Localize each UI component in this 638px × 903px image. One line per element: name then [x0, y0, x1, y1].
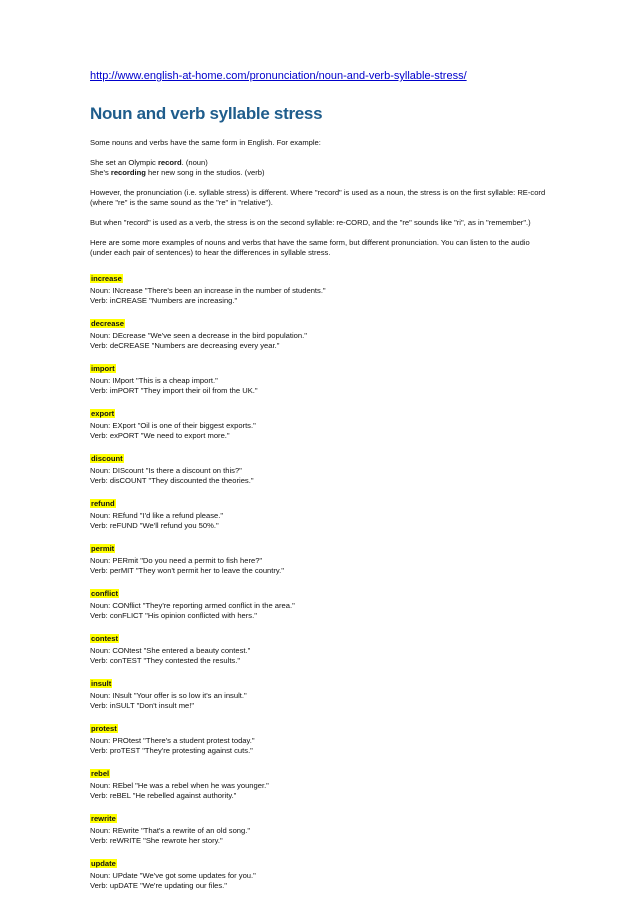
- intro-paragraph: Some nouns and verbs have the same form in English. For example:: [90, 138, 321, 147]
- list-item: [90, 718, 550, 756]
- entry-noun-example: Noun: REwrite "That's a rewrite of an old song.": [90, 826, 251, 835]
- entry-word-highlight: decrease: [91, 319, 124, 328]
- entry-noun-example: Noun: INcrease "There's been an increase in the number of students.": [90, 286, 326, 295]
- page-title: Noun and verb syllable stress: [90, 104, 323, 123]
- entry-verb-example: Verb: inSULT "Don't insult me!": [90, 701, 195, 710]
- list-item: [90, 763, 550, 801]
- entry-word-highlight: refund: [91, 499, 115, 508]
- source-url-link[interactable]: http://www.english-at-home.com/pronunciation/noun-and-verb-syllable-stress/: [90, 70, 467, 82]
- entry-noun-example: Noun: IMport "This is a cheap import.": [90, 376, 218, 385]
- entry-verb-example: Verb: conFLICT "His opinion conflicted with hers.": [90, 611, 257, 620]
- example-noun-pre: She set an Olympic: [90, 158, 158, 167]
- example-verb-word: recording: [110, 168, 146, 177]
- entry-verb-example: Verb: imPORT "They import their oil from the UK.": [90, 386, 258, 395]
- entry-verb-example: Verb: reFUND "We'll refund you 50%.": [90, 521, 219, 530]
- list-item: [90, 448, 550, 486]
- example-noun-word: record: [157, 158, 182, 167]
- entry-word-highlight: rebel: [91, 769, 110, 778]
- entry-noun-example: Noun: EXport "Oil is one of their biggest exports.": [90, 421, 256, 430]
- entry-noun-example: Noun: REfund "I'd like a refund please.": [90, 511, 224, 520]
- entry-noun-example: Noun: DIScount "Is there a discount on this?": [90, 466, 242, 475]
- example-sentences: [90, 158, 550, 178]
- list-item: [90, 673, 550, 711]
- example-noun-post: . (noun): [181, 158, 208, 167]
- entry-verb-example: Verb: upDATE "We're updating our files.": [90, 881, 227, 890]
- entry-noun-example: Noun: UPdate "We've got some updates for you.": [90, 871, 256, 880]
- entry-noun-example: Noun: CONflict "They're reporting armed conflict in the area.": [90, 601, 295, 610]
- entry-verb-example: Verb: perMIT "They won't permit her to leave the country.": [90, 566, 284, 575]
- entry-word-highlight: conflict: [91, 589, 119, 598]
- list-item: [90, 403, 550, 441]
- list-item: [90, 628, 550, 666]
- document-content: [90, 70, 550, 898]
- entry-word-highlight: permit: [91, 544, 115, 553]
- entry-word-highlight: export: [91, 409, 115, 418]
- list-item: [90, 808, 550, 846]
- list-item: [90, 268, 550, 306]
- example-verb-post: her new song in the studios. (verb): [145, 168, 265, 177]
- list-item: [90, 538, 550, 576]
- entry-noun-example: Noun: CONtest "She entered a beauty contest.": [90, 646, 251, 655]
- entry-noun-example: Noun: INsult "Your offer is so low it's an insult.": [90, 691, 247, 700]
- entry-verb-example: Verb: proTEST "They're protesting against cuts.": [90, 746, 253, 755]
- entry-verb-example: Verb: reWRITE "She rewrote her story.": [90, 836, 223, 845]
- entry-verb-example: Verb: conTEST "They contested the results.": [90, 656, 241, 665]
- entry-noun-example: Noun: PERmit "Do you need a permit to fish here?": [90, 556, 263, 565]
- entry-word-highlight: insult: [91, 679, 112, 688]
- word-entries-list: [90, 268, 550, 891]
- entry-word-highlight: increase: [91, 274, 122, 283]
- example-verb-pre: She's: [90, 168, 111, 177]
- list-item: [90, 493, 550, 531]
- verb-stress-paragraph: But when "record" is used as a verb, the stress is on the second syllable: re-CORD, and the "re" sounds like "ri", as in "remember".): [90, 218, 531, 227]
- entry-verb-example: Verb: reBEL "He rebelled against authority.": [90, 791, 237, 800]
- noun-stress-paragraph: However, the pronunciation (i.e. syllable stress) is different. Where "record" is used as a noun, the stress is on the first syllable: RE-cord (where "re" is the same sound as the "re" in "relative").: [90, 188, 546, 207]
- list-item: [90, 358, 550, 396]
- entry-word-highlight: protest: [91, 724, 117, 733]
- examples-intro-paragraph: Here are some more examples of nouns and verbs that have the same form, but different pronunciation. You can listen to the audio (under each pair of sentences) to hear the differences in syllable stress.: [90, 238, 530, 257]
- list-item: [90, 853, 550, 891]
- entry-verb-example: Verb: disCOUNT "They discounted the theories.": [90, 476, 254, 485]
- entry-word-highlight: contest: [91, 634, 119, 643]
- entry-noun-example: Noun: PROtest "There's a student protest today.": [90, 736, 255, 745]
- entry-verb-example: Verb: inCREASE "Numbers are increasing.": [90, 296, 238, 305]
- entry-word-highlight: rewrite: [91, 814, 116, 823]
- entry-verb-example: Verb: deCREASE "Numbers are decreasing every year.": [90, 341, 280, 350]
- entry-word-highlight: update: [91, 859, 116, 868]
- entry-noun-example: Noun: REbel "He was a rebel when he was younger.": [90, 781, 269, 790]
- entry-word-highlight: import: [91, 364, 115, 373]
- entry-noun-example: Noun: DEcrease "We've seen a decrease in the bird population.": [90, 331, 307, 340]
- list-item: [90, 313, 550, 351]
- entry-verb-example: Verb: exPORT "We need to export more.": [90, 431, 230, 440]
- entry-word-highlight: discount: [91, 454, 123, 463]
- list-item: [90, 583, 550, 621]
